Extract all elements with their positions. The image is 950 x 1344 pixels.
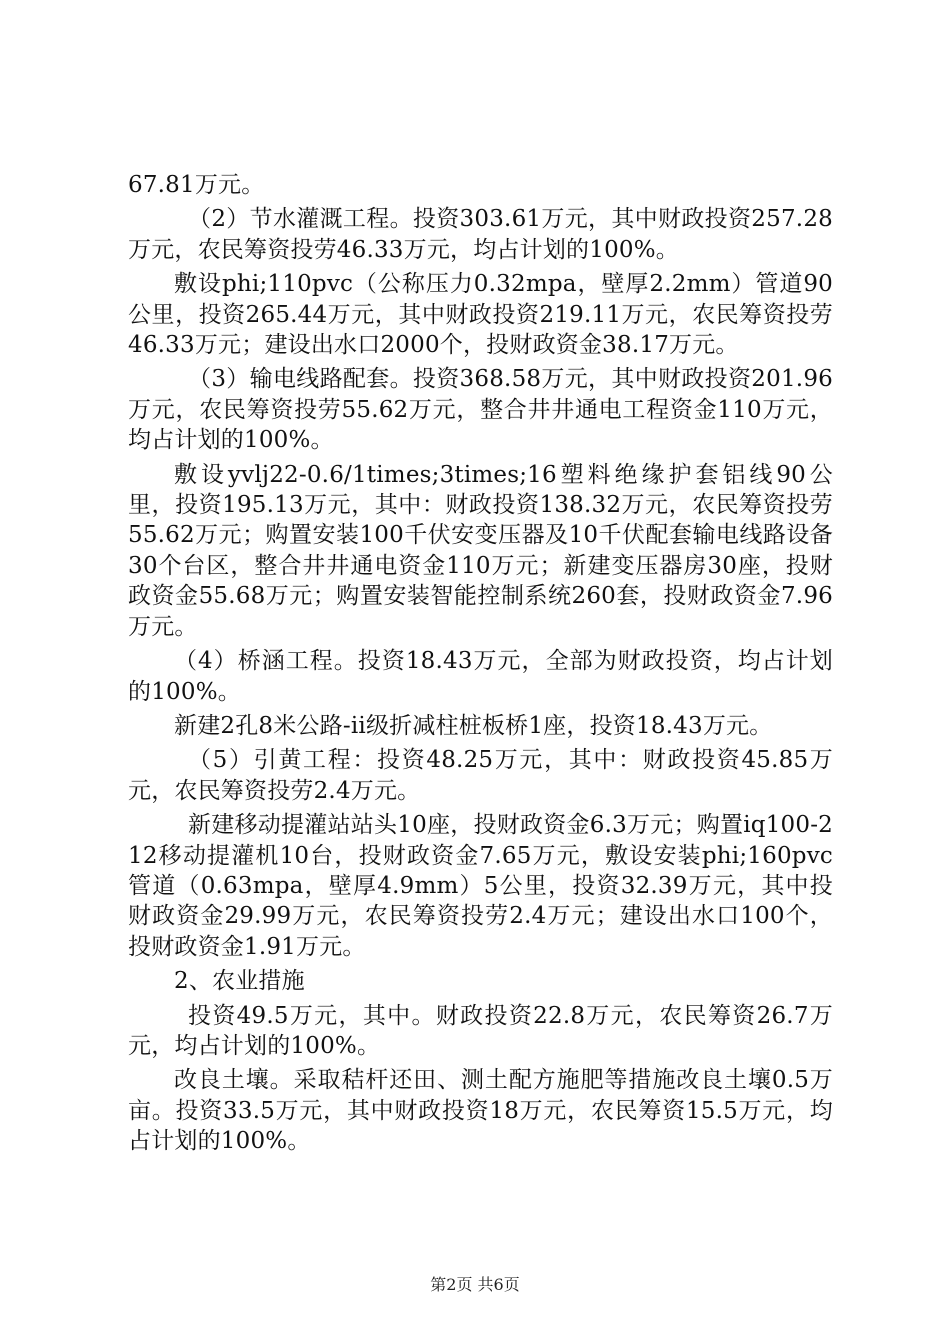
paragraph-new-bridge: 新建2孔8米公路-ii级折减柱桩板桥1座，投资18.43万元。 bbox=[174, 712, 773, 739]
document-body bbox=[128, 170, 833, 1161]
paragraph-power-line: （3）输电线路配套。投资368.58万元，其中财政投资201.96万元，农民筹资投劳55.62万元，整合井井通电工程资金110万元，均占计划的100%。 bbox=[128, 366, 833, 454]
paragraph-water-saving-irrigation: （2）节水灌溉工程。投资303.61万元，其中财政投资257.28万元，农民筹资投劳46.33万元，均占计划的100%。 bbox=[128, 206, 833, 263]
paragraph-soil-improvement: 改良土壤。采取秸杆还田、测土配方施肥等措施改良土壤0.5万亩。投资33.5万元，其中财政投资18万元，农民筹资15.5万元，均占计划的100%。 bbox=[128, 1067, 833, 1155]
paragraph-cable-laying: 敷设yvlj22-0.6/1times;3times;16塑料绝缘护套铝线90公里，投资195.13万元，其中：财政投资138.32万元，农民筹资投劳55.62万元；购置安装100千伏安变压器及10千伏配套输电线路设备30个台区，整合井井通电资金110万元；新建变压器房30座，投财政资金55.68万元；购置安装智能控制系统260套，投财政资金7.96万元。 bbox=[128, 461, 833, 640]
paragraph-continuation: 67.81万元。 bbox=[128, 172, 265, 198]
paragraph-agricultural-investment: 投资49.5万元，其中。财政投资22.8万元，农民筹资26.7万元，均占计划的100%。 bbox=[128, 1002, 833, 1059]
section-heading-agricultural-measures: 2、农业措施 bbox=[174, 968, 305, 995]
page-footer: 第2页 共6页 bbox=[430, 1275, 520, 1294]
paragraph-yellow-river-diversion: （5）引黄工程：投资48.25万元，其中：财政投资45.85万元，农民筹资投劳2.4万元。 bbox=[128, 747, 833, 804]
paragraph-bridge-culvert: （4）桥涵工程。投资18.43万元，全部为财政投资，均占计划的100%。 bbox=[128, 648, 833, 705]
paragraph-pipe-laying: 敷设phi;110pvc（公称压力0.32mpa，壁厚2.2mm）管道90公里，投资265.44万元，其中财政投资219.11万元，农民筹资投劳46.33万元；建设出水口2000个，投财政资金38.17万元。 bbox=[128, 271, 833, 359]
paragraph-pumping-station: 新建移动提灌站站头10座，投财政资金6.3万元；购置iq100-212移动提灌机10台，投财政资金7.65万元，敷设安装phi;160pvc管道（0.63mpa，壁厚4.9mm）5公里，投资32.39万元，其中投财政资金29.99万元，农民筹资投劳2.4万元；建设出水口100个，投财政资金1.91万元。 bbox=[128, 812, 833, 960]
